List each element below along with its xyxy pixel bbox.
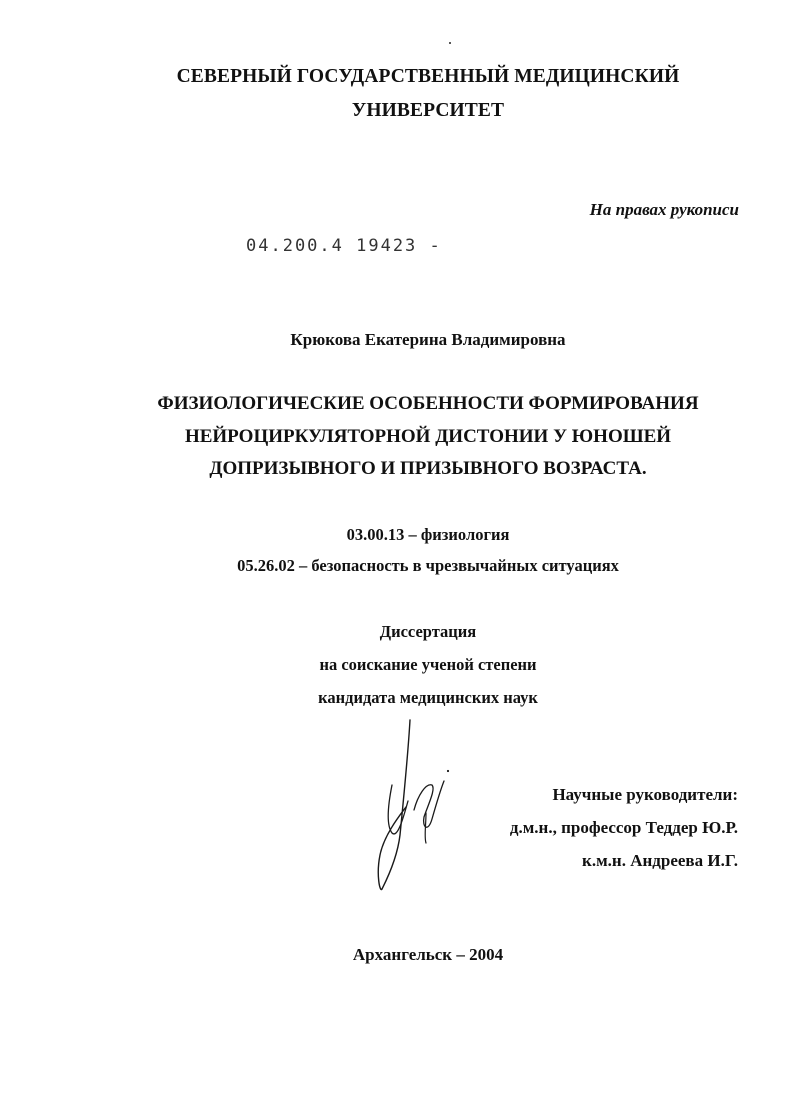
dissertation-label: Диссертация (379, 622, 477, 641)
supervisor-andreeva: к.м.н. Андреева И.Г. (582, 851, 738, 870)
supervisors-heading: Научные руководители: (552, 785, 738, 804)
handwritten-signature (370, 715, 460, 895)
degree-field: кандидата медицинских наук (318, 688, 538, 707)
manuscript-note: На правах рукописи (589, 200, 739, 219)
supervisor-tedder: д.м.н., профессор Теддер Ю.Р. (509, 818, 738, 837)
specialty-safety: 05.26.02 – безопасность в чрезвычайных ситуациях (237, 556, 619, 575)
thesis-title-line3: ДОПРИЗЫВНОГО И ПРИЗЫВНОГО ВОЗРАСТА. (209, 458, 647, 479)
thesis-title-line2: НЕЙРОЦИРКУЛЯТОРНОЙ ДИСТОНИИ У ЮНОШЕЙ (184, 426, 672, 447)
degree-line: на соискание ученой степени (319, 655, 537, 674)
registry-stamp: 04.200.4 19423 - (246, 236, 442, 256)
author-name: Крюкова Екатерина Владимировна (290, 330, 566, 349)
specialty-physiology: 03.00.13 – физиология (346, 525, 510, 544)
university-name-line1: СЕВЕРНЫЙ ГОСУДАРСТВЕННЫЙ МЕДИЦИНСКИЙ (176, 66, 680, 87)
university-name-line2: УНИВЕРСИТЕТ (351, 100, 505, 121)
thesis-title-line1: ФИЗИОЛОГИЧЕСКИЕ ОСОБЕННОСТИ ФОРМИРОВАНИЯ (157, 393, 699, 414)
city-year: Архангельск – 2004 (352, 945, 504, 964)
scan-speck (449, 42, 451, 44)
